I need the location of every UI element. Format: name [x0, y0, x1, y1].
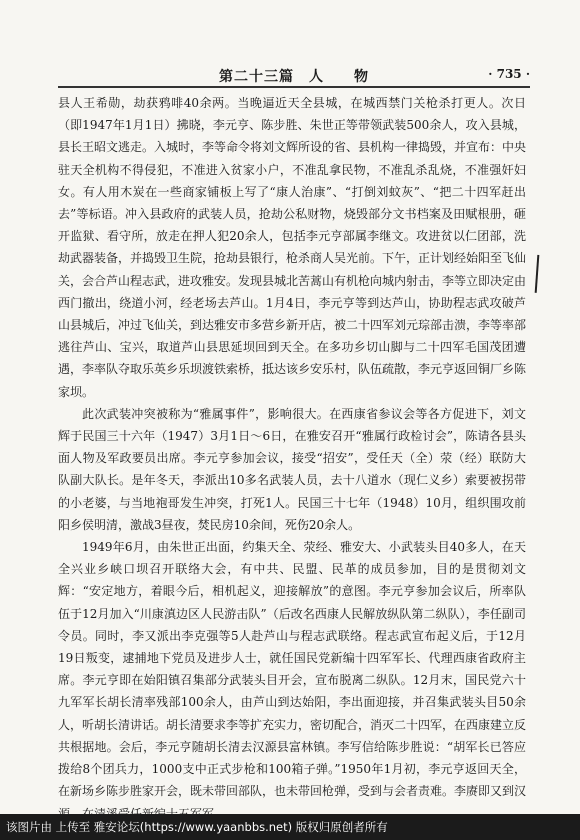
paragraph: 1949年6月，由朱世正出面，约集天全、荥经、雅安大、小武装头目40多人，在天全兴业乡峡口坝召开联络大会，有中共、民盟、民革的成员参加，目的是贯彻刘文辉：“安定地方，着眼今后，相机起义，迎接解放”的意图。李元亨参加会议后，所率队伍于12月加入“川康滇边区人民游击队”（后改名西康人民解放纵队第二纵队），李任副司令员。同时，李又派出李克强等5人赴芦山与程志武联络。程志武宣布起义后，于12月19日叛变，逮捕地下党员及进步人士，就任国民党新编十四军军长、代理西康省政府主席。李元亨即在始阳镇召集部分武装头目开会，宣布脱离二纵队。12月末，国民党六十九军军长胡长清率残部100余人，由芦山到达始阳，李出面迎接，并召集武装头目50余人，听胡长清讲话。胡长清要求李等扩充实力，密切配合，消灭二十四军，在西康建立反共根据地。会后，李元亨随胡长清去汉源县富林镇。李写信给陈步胜说：“胡军长已答应拨给8个团兵力，1000支中正式步枪和100箱子弹。”1950年1月初，李元亨返回天全，在新场乡陈步胜家开会，既未带回部队，也未带回枪弹，受到与会者责难。李赓即又到汉	[58, 540, 527, 799]
header-rule	[58, 86, 530, 88]
watermark-text: 该图片由 上传至 雅安论坛(https://www.yaanbbs.net) 版权归原创者所有	[6, 820, 388, 834]
page-header	[58, 64, 530, 86]
body-text	[58, 92, 526, 825]
chapter-title: 第二十三篇 人 物	[219, 69, 369, 85]
margin-pen-mark	[535, 255, 543, 293]
paragraph: 此次武装冲突被称为“雅属事件”，影响很大。在西康省参议会等各方促进下，刘文辉于民国三十六年（1947）3月1日～6日，在雅安召开“雅属行政检讨会”，陈请各县头面人物及军政要员出席。李元亨参加会议，接受“招安”，受任天（全）荥（经）联防大队副大队长。是年冬天，李派出10多名武装人员，去十八道水（现仁义乡）索要被拐带的小老婆，与当地袍哥发生冲突，打死1人。民国三十七年（1948）10月，组织围攻前阳乡侯明清，激战3昼夜，焚民房10余间，死伤20余人。	[58, 406, 526, 532]
paragraph-continued: 县人王希勋，劫获鸦啡40余两。当晚逼近天全县城，在城西禁门关枪杀打更人。次日（即1947年1月1日）拂晓，李元亨、陈步胜、朱世正等带领武装500余人，攻入县城，县长王昭文逃走。入城时，李等命令将刘文辉所设的省、县机构一律捣毁，并宣布：中央驻天全机构不得侵犯，不准进入贫家小户，不准乱拿民物，不准乱杀乱烧，不准强奸妇女。有人用木炭在一些商家铺板上写了“康人治康”、“打倒刘蚊灰”、“把二十四军赶出去”等标语。冲入县政府的武装人员，抢劫公私财物，烧毁部分文书档案及田赋根册，砸开监狱、看守所，放走在押人犯20余人，包括李元亨部属李继文。攻进贫以仁团部，洗劫武器装备，并捣毁卫生院，抢劫县银行，枪杀商人吴光前。下午，正计划经始阳至飞仙关，会合芦山程志武，进攻雅安。发现县城北苦蒿山有机枪向城内射击，李等立即决定由西门撤出，绕道小河，经老场去芦山。1月4日，李元亨等到达芦山，协助程志武攻破芦山县城后，冲过飞仙关，到达雅安市多营乡新开店，被二十四军刘元琮部击溃，李等率部逃往芦山、宝兴，取道芦山县思延坝回到天全。在多功乡切山脚与二十四军毛国茂团遭遇，李率队夺取乐英乡乐坝渡铁索桥，抵达该乡安乐村，队伍疏散，李元亨返回铜厂乡陈家坝。	[58, 96, 527, 399]
watermark-footer	[0, 814, 580, 840]
page-number: · 735 ·	[488, 67, 530, 81]
